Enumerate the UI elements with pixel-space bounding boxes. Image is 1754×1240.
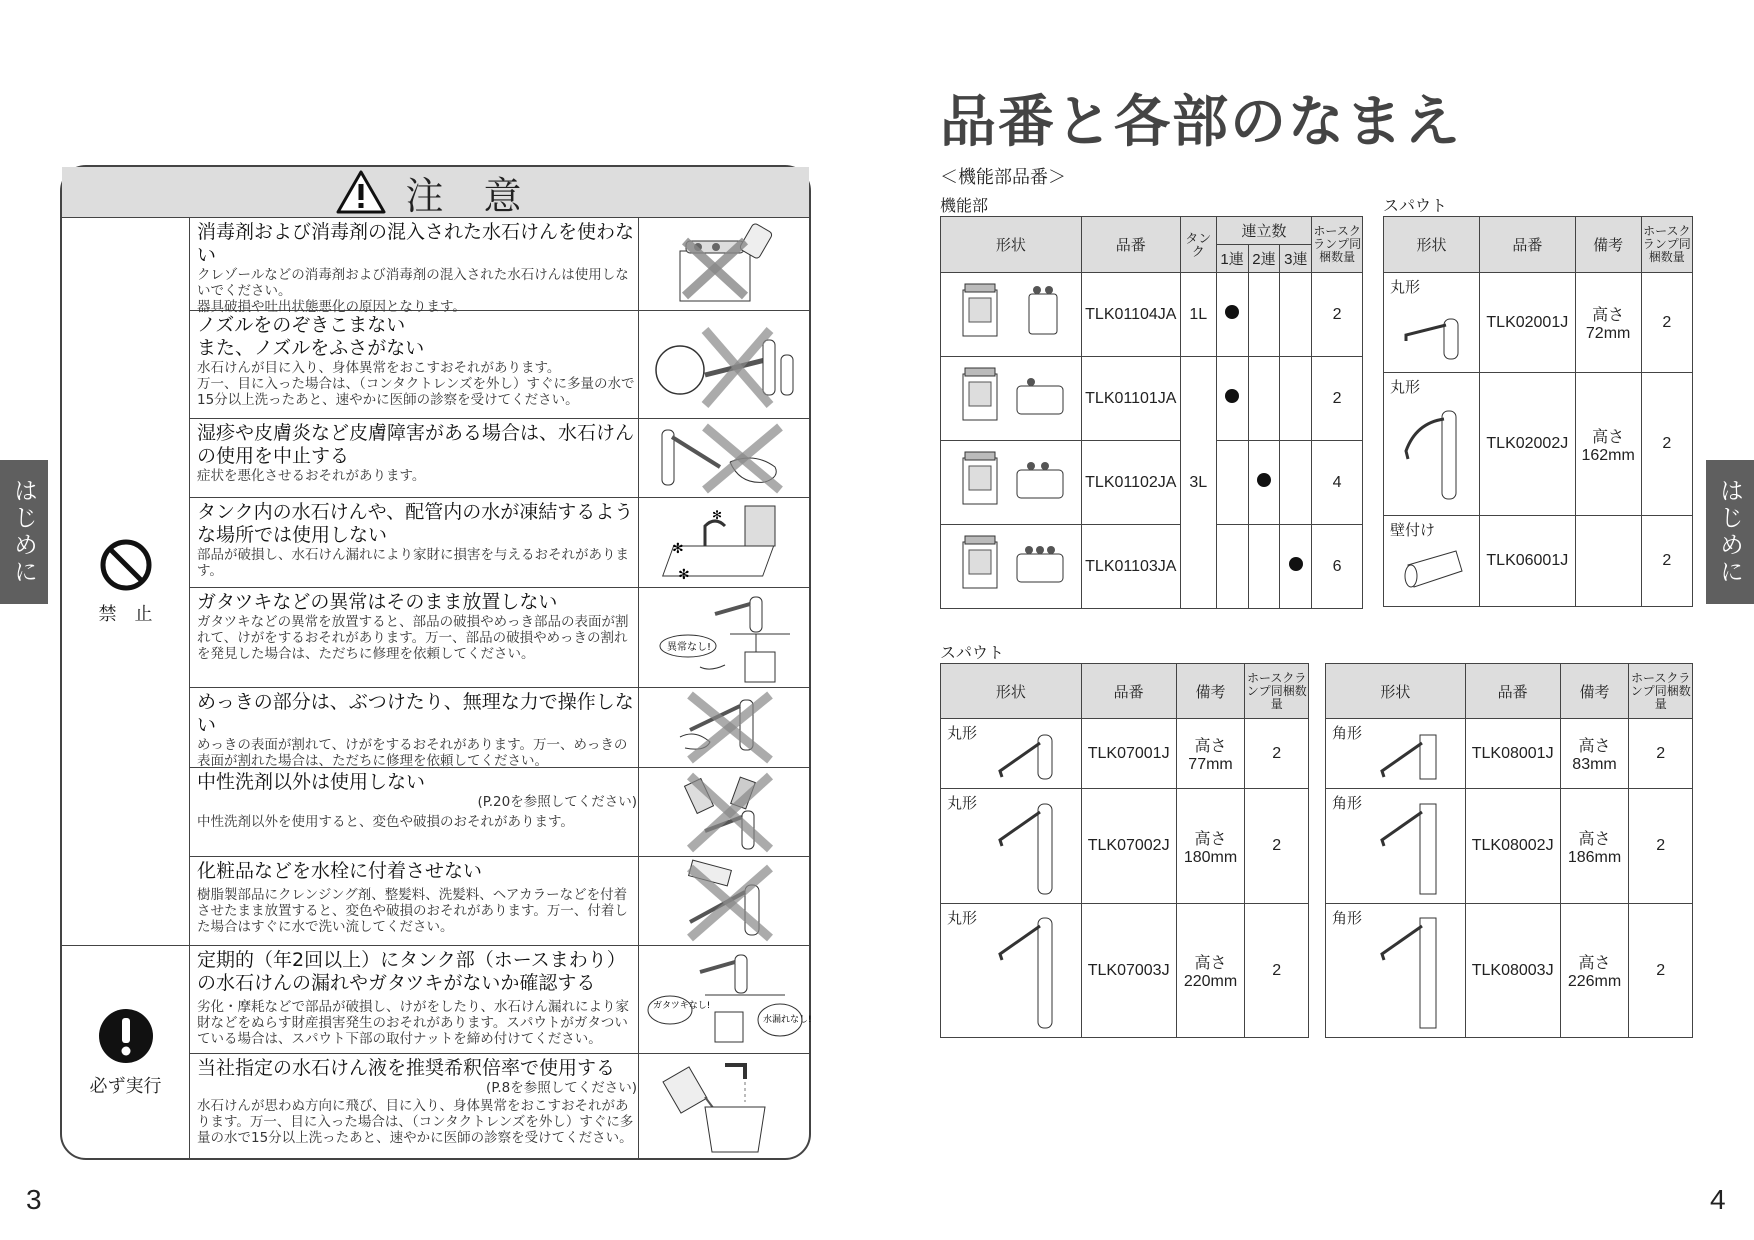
model-cell: TLK06001J xyxy=(1479,516,1575,607)
spout-section-label-a: スパウト xyxy=(1383,196,1448,215)
spout-table-top xyxy=(1383,216,1693,607)
tank-cell: 1L xyxy=(1180,273,1216,357)
bubble-abnormal: 異常なし! xyxy=(667,641,712,653)
category-prohibit xyxy=(62,218,190,946)
table-row xyxy=(1326,719,1693,789)
th-shape: 形状 xyxy=(1384,217,1480,273)
th-hose: ホースクランプ同梱数量 xyxy=(1312,217,1363,273)
illustration-detergent xyxy=(638,768,811,856)
table-row xyxy=(1326,789,1693,904)
model-cell: TLK01103JA xyxy=(1081,525,1180,609)
hose-cell: 2 xyxy=(1245,719,1309,789)
r1-cell xyxy=(1216,357,1248,441)
th-note: 備考 xyxy=(1176,664,1245,719)
note-cell: 高さ186mm xyxy=(1560,789,1629,904)
caution-heading: ガタツキなどの異常はそのまま放置しない xyxy=(197,591,558,613)
model-cell: TLK01104JA xyxy=(1081,273,1180,357)
illustration-cosmetics xyxy=(638,857,811,945)
shape-label: 丸形 xyxy=(947,795,978,812)
note-cell: 高さ83mm xyxy=(1560,719,1629,789)
spout-image-cell xyxy=(941,719,1082,789)
func-unit-image xyxy=(941,357,1082,441)
note-cell: 高さ77mm xyxy=(1176,719,1245,789)
page-title: 品番と各部のなまえ xyxy=(940,90,1462,155)
model-cell: TLK08001J xyxy=(1465,719,1560,789)
caution-title: 注 意 xyxy=(405,173,536,218)
warning-triangle-icon xyxy=(335,169,387,215)
caution-row xyxy=(190,857,811,946)
spout-image-cell xyxy=(941,904,1082,1038)
func-section-label: 機能部 xyxy=(940,196,989,215)
caution-header xyxy=(62,167,809,218)
shape-label: 丸形 xyxy=(1390,279,1421,296)
category-must-label: 必ず実行 xyxy=(89,1076,162,1097)
th-hose: ホースクランプ同梱数量 xyxy=(1629,664,1693,719)
shape-label: 丸形 xyxy=(1390,379,1421,396)
category-must xyxy=(62,946,190,1160)
caution-heading: 化粧品などを水栓に付着させない xyxy=(197,860,483,882)
th-r3: 3連 xyxy=(1280,245,1312,273)
caution-ref: (P.8を参照してください) xyxy=(486,1080,637,1096)
func-unit-image xyxy=(941,441,1082,525)
th-shape: 形状 xyxy=(941,217,1082,273)
caution-heading: 湿疹や皮膚炎など皮膚障害がある場合は、水石けんの使用を中止する xyxy=(197,422,635,467)
filled-dot-icon xyxy=(1225,305,1239,319)
th-model: 品番 xyxy=(1081,664,1176,719)
caution-row xyxy=(190,588,811,688)
prohibit-icon xyxy=(99,538,153,592)
hose-cell: 2 xyxy=(1641,273,1692,373)
caution-heading: 定期的（年2回以上）にタンク部（ホースまわり）の水石けんの漏れやガタツキがないか確認する xyxy=(197,949,626,994)
note-cell: 高さ220mm xyxy=(1176,904,1245,1038)
caution-text: 水石けんが思わぬ方向に飛び、目に入り、身体異常をおこすおそれがあります。万一、目に入った場合は、（コンタクトレンズを外し）すぐに多量の水で15分以上洗ったあと、速やかに医師の診察を受けてください。 xyxy=(197,1098,634,1146)
caution-heading: 消毒剤および消毒剤の混入された水石けんを使わない xyxy=(197,221,635,266)
model-cell: TLK07002J xyxy=(1081,789,1176,904)
illustration-plating xyxy=(638,688,811,767)
model-cell: TLK07003J xyxy=(1081,904,1176,1038)
caution-text: 樹脂製部品にクレンジング剤、整髪料、洗髪料、ヘアカラーなどを付着させたまま放置すると、変色や破損のおそれがあります。万一、付着した場合はすぐに水で洗い流してください。 xyxy=(197,887,628,935)
th-model: 品番 xyxy=(1465,664,1560,719)
caution-text: めっきの表面が割れて、けがをするおそれがあります。万一、めっきの表面が割れた場合は、ただちに修理を依頼してください。 xyxy=(197,737,628,769)
caution-text: ガタツキなどの異常を放置すると、部品の破損やめっき部品の表面が割れて、けがをするおそれがあります。万一、部品の破損やめっきの割れを発見した場合は、ただちに修理を依頼してください。 xyxy=(197,614,629,662)
th-r2: 2連 xyxy=(1248,245,1280,273)
illustration-abnormal xyxy=(638,588,811,687)
caution-text: 中性洗剤以外を使用すると、変色や破損のおそれがあります。 xyxy=(197,814,574,830)
model-cell: TLK02002J xyxy=(1479,373,1575,516)
th-shape: 形状 xyxy=(1326,664,1466,719)
caution-heading: 当社指定の水石けん液を推奨希釈倍率で使用する xyxy=(197,1057,616,1079)
caution-ref: (P.20を参照してください) xyxy=(477,794,637,810)
illustration-skin xyxy=(638,419,811,497)
table-row xyxy=(941,441,1363,525)
caution-heading: タンク内の水石けんや、配管内の水が凍結するような場所では使用しない xyxy=(197,501,634,546)
model-cell: TLK08003J xyxy=(1465,904,1560,1038)
hose-cell: 2 xyxy=(1312,357,1363,441)
hose-cell: 2 xyxy=(1629,789,1693,904)
th-ren: 連立数 xyxy=(1216,217,1312,245)
th-note: 備考 xyxy=(1575,217,1641,273)
hose-cell: 2 xyxy=(1629,719,1693,789)
hose-cell: 2 xyxy=(1629,904,1693,1038)
th-model: 品番 xyxy=(1479,217,1575,273)
table-row xyxy=(1384,273,1693,373)
caution-row xyxy=(190,498,811,588)
note-cell: 高さ226mm xyxy=(1560,904,1629,1038)
note-cell: 高さ72mm xyxy=(1575,273,1641,373)
r2-cell xyxy=(1248,441,1280,525)
hose-cell: 6 xyxy=(1312,525,1363,609)
func-unit-image xyxy=(941,525,1082,609)
table-row xyxy=(1384,516,1693,607)
th-r1: 1連 xyxy=(1216,245,1248,273)
bubble-leak: 水漏れなし! xyxy=(763,1014,812,1025)
caution-row xyxy=(190,419,811,498)
caution-heading: 中性洗剤以外は使用しない xyxy=(197,771,426,793)
illustration-nozzle-face xyxy=(638,311,811,418)
th-note: 備考 xyxy=(1560,664,1629,719)
th-hose: ホースクランプ同梱数量 xyxy=(1245,664,1309,719)
table-row xyxy=(941,719,1309,789)
th-tank: タンク xyxy=(1180,217,1216,273)
spout-image-cell xyxy=(1326,904,1466,1038)
model-cell: TLK08002J xyxy=(1465,789,1560,904)
th-shape: 形状 xyxy=(941,664,1082,719)
filled-dot-icon xyxy=(1257,473,1271,487)
model-cell: TLK02001J xyxy=(1479,273,1575,373)
caution-row xyxy=(190,1054,811,1160)
hose-cell: 4 xyxy=(1312,441,1363,525)
side-tab-right: はじめに xyxy=(1706,460,1754,604)
spout-image-cell xyxy=(1384,373,1480,516)
note-cell: 高さ162mm xyxy=(1575,373,1641,516)
shape-label: 角形 xyxy=(1332,725,1363,742)
table-row xyxy=(941,525,1363,609)
model-cell: TLK07001J xyxy=(1081,719,1176,789)
caution-row xyxy=(190,946,811,1054)
side-tab-left: はじめに xyxy=(0,460,48,604)
category-prohibit-label: 禁 止 xyxy=(98,603,153,625)
table-row xyxy=(941,273,1363,357)
caution-heading: ノズルをのぞきこまない また、ノズルをふさがない xyxy=(197,314,425,359)
spout-image-cell xyxy=(1384,516,1480,607)
caution-text: 症状を悪化させるおそれがあります。 xyxy=(197,468,426,484)
shape-label: 丸形 xyxy=(947,910,978,927)
caution-heading: めっきの部分は、ぶつけたり、無理な力で操作しない xyxy=(197,691,634,736)
caution-row xyxy=(190,311,811,419)
caution-text: 劣化・摩耗などで部品が破損し、けがをしたり、水石けん漏れにより家財などをぬらす財産損害発生のおそれがあります。スパウトがガタついている場合は、スパウト下部の取付ナットを締め付けてください。 xyxy=(197,999,629,1047)
page-number-right: 4 xyxy=(1710,1184,1726,1215)
hose-cell: 2 xyxy=(1245,789,1309,904)
th-hose: ホースクランプ同梱数量 xyxy=(1641,217,1692,273)
spout-section-label-b: スパウト xyxy=(940,643,1005,662)
table-row xyxy=(941,904,1309,1038)
illustration-dilution xyxy=(638,1054,811,1160)
mandatory-icon xyxy=(98,1008,154,1064)
model-cell: TLK01102JA xyxy=(1081,441,1180,525)
caution-text: クレゾールなどの消毒剤および消毒剤の混入された水石けんは使用しないでください。 器具破損や吐出状態悪化の原因となります。 xyxy=(197,267,629,315)
hose-cell: 2 xyxy=(1245,904,1309,1038)
shape-label: 丸形 xyxy=(947,725,978,742)
hose-cell: 2 xyxy=(1312,273,1363,357)
func-table xyxy=(940,216,1363,609)
caution-row xyxy=(190,768,811,857)
section-subtitle: ＜機能部品番＞ xyxy=(940,167,1066,188)
table-row xyxy=(941,789,1309,904)
note-cell: 高さ180mm xyxy=(1176,789,1245,904)
spout-table-left xyxy=(940,663,1309,1038)
func-unit-image xyxy=(941,273,1082,357)
caution-row xyxy=(190,218,811,315)
bubble-gatatsuki: ガタツキなし! xyxy=(653,1000,711,1011)
filled-dot-icon xyxy=(1225,389,1239,403)
spout-image-cell xyxy=(1326,719,1466,789)
illustration-disinfectant xyxy=(638,218,811,310)
filled-dot-icon xyxy=(1289,557,1303,571)
shape-label: 壁付け xyxy=(1390,522,1436,539)
model-cell: TLK01101JA xyxy=(1081,357,1180,441)
svg-text:✻: ✻ xyxy=(678,566,690,583)
r1-cell xyxy=(1216,273,1248,357)
svg-text:✻: ✻ xyxy=(672,540,684,557)
spout-image-cell xyxy=(1384,273,1480,373)
tank-cell: 3L xyxy=(1180,357,1216,609)
table-row xyxy=(1384,373,1693,516)
spout-image-cell xyxy=(1326,789,1466,904)
table-row xyxy=(941,357,1363,441)
th-model: 品番 xyxy=(1081,217,1180,273)
table-row xyxy=(1326,904,1693,1038)
hose-cell: 2 xyxy=(1641,373,1692,516)
page-number-left: 3 xyxy=(26,1184,42,1215)
note-cell xyxy=(1575,516,1641,607)
illustration-check-leak xyxy=(638,946,811,1053)
caution-box xyxy=(60,165,811,1160)
spout-image-cell xyxy=(941,789,1082,904)
shape-label: 角形 xyxy=(1332,910,1363,927)
caution-row xyxy=(190,688,811,768)
hose-cell: 2 xyxy=(1641,516,1692,607)
shape-label: 角形 xyxy=(1332,795,1363,812)
caution-text: 水石けんが目に入り、身体異常をおこすおそれがあります。 万一、目に入った場合は、（コンタクトレンズを外し）すぐに多量の水で15分以上洗ったあと、速やかに医師の診察を受けてください。 xyxy=(197,360,635,408)
svg-text:✻: ✻ xyxy=(712,507,723,522)
caution-text: 部品が破損し、水石けん漏れにより家財に損害を与えるおそれがあります。 xyxy=(197,547,629,579)
illustration-freeze xyxy=(638,498,811,587)
spout-table-right xyxy=(1325,663,1693,1038)
r3-cell xyxy=(1280,525,1312,609)
